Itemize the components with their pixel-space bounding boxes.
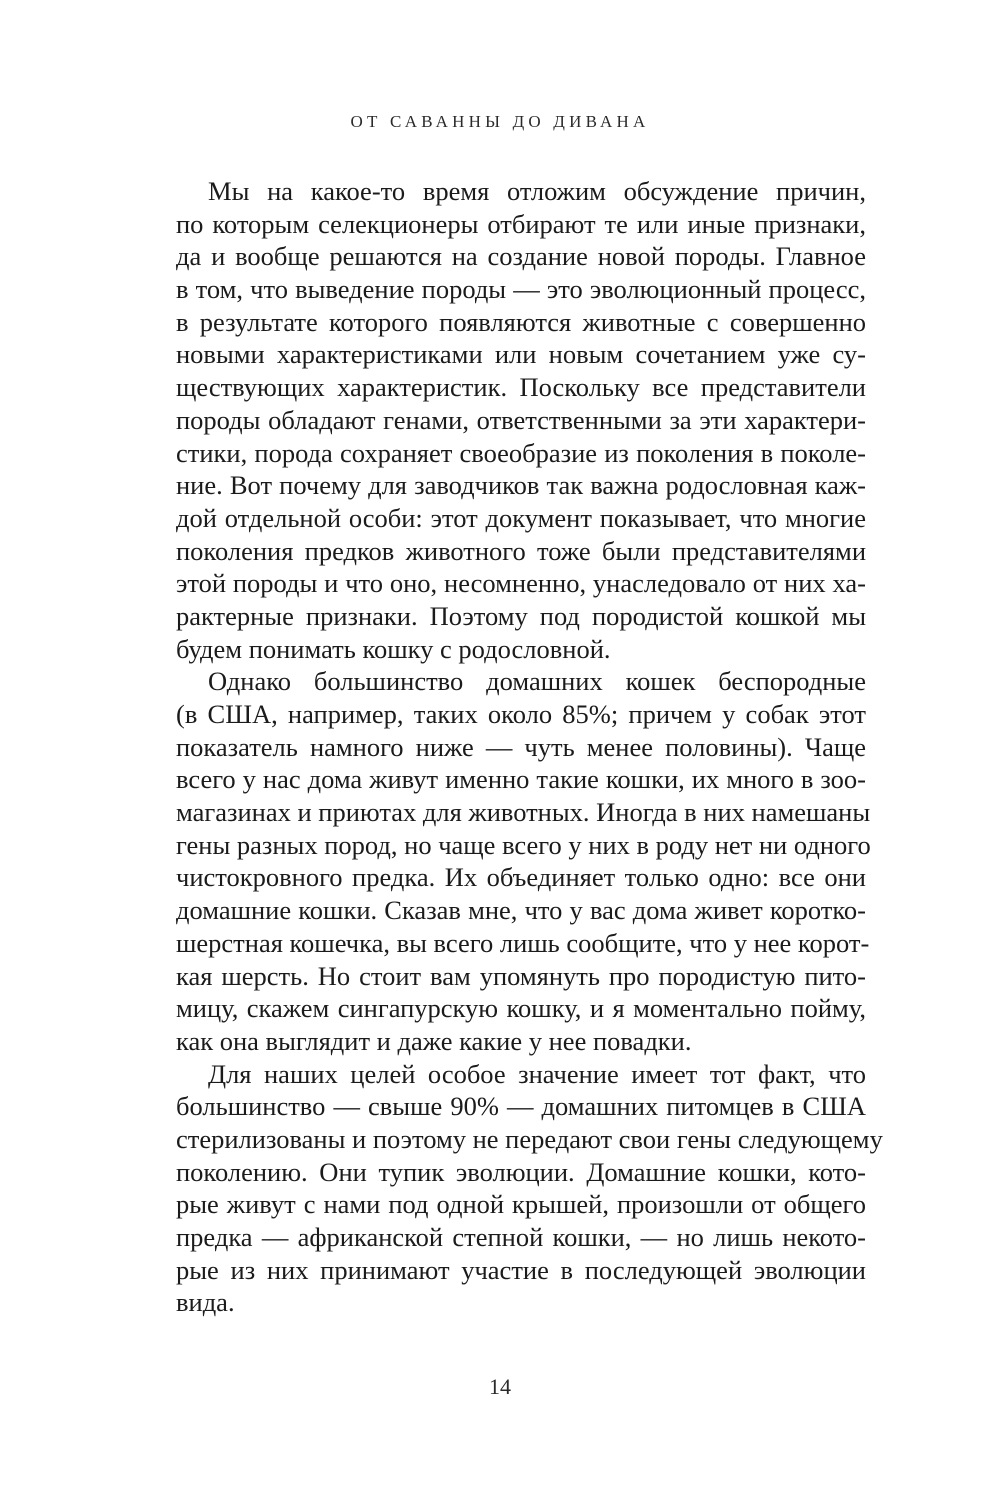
text-line: рые живут с нами под одной крышей, произошли от общего bbox=[176, 1189, 866, 1220]
text-line: Однако большинство домашних кошек беспородные bbox=[208, 666, 866, 697]
paragraph-2 bbox=[176, 665, 871, 1057]
text-line: ние. Вот почему для заводчиков так важна родословная каж- bbox=[176, 470, 866, 501]
text-line: рактерные признаки. Поэтому под породистой кошкой мы bbox=[176, 600, 866, 631]
text-line: этой породы и что оно, несомненно, унаследовало от них ха- bbox=[176, 568, 866, 599]
text-line: показатель намного ниже — чуть менее половины). Чаще bbox=[176, 731, 866, 762]
text-line: как она выглядит и даже какие у нее повадки. bbox=[176, 1025, 692, 1056]
text-line: вида. bbox=[176, 1287, 235, 1318]
text-line: поколению. Они тупик эволюции. Домашние кошки, кото- bbox=[176, 1156, 866, 1187]
text-line: стерилизованы и поэтому не передают свои гены следующему bbox=[176, 1123, 883, 1154]
text-line: поколения предков животного тоже были представителями bbox=[176, 535, 866, 566]
text-line: ществующих характеристик. Поскольку все представители bbox=[176, 372, 866, 403]
body-text bbox=[176, 175, 883, 1319]
text-line: будем понимать кошку с родословной. bbox=[176, 633, 611, 664]
page-number: 14 bbox=[489, 1374, 511, 1399]
text-line: в том, что выведение породы — это эволюционный процесс, bbox=[176, 274, 866, 305]
text-line: (в США, например, таких около 85%; причем у собак этот bbox=[176, 699, 866, 729]
text-line: Для наших целей особое значение имеет тот факт, что bbox=[208, 1058, 866, 1089]
text-line: рые из них принимают участие в последующей эволюции bbox=[176, 1254, 866, 1285]
running-head: ОТ САВАННЫ ДО ДИВАНА bbox=[350, 112, 650, 131]
text-line: новыми характеристиками или новым сочетанием уже су- bbox=[176, 339, 866, 370]
text-line: всего у нас дома живут именно такие кошки, их много в зоо- bbox=[176, 764, 866, 795]
text-line: магазинах и приютах для животных. Иногда в них намешаны bbox=[176, 797, 871, 828]
text-line: домашние кошки. Сказав мне, что у вас дома живет коротко- bbox=[176, 895, 866, 926]
text-line: предка — африканской степной кошки, — но лишь некото- bbox=[176, 1222, 866, 1252]
text-line: стики, порода сохраняет своеобразие из поколения в поколе- bbox=[176, 437, 866, 468]
text-line: породы обладают генами, ответственными за эти характери- bbox=[176, 404, 866, 435]
text-line: мицу, скажем сингапурскую кошку, и я моментально пойму, bbox=[176, 993, 866, 1024]
paragraph-3 bbox=[176, 1058, 883, 1320]
text-line: чистокровного предка. Их объединяет только одно: все они bbox=[176, 862, 866, 893]
text-line: гены разных пород, но чаще всего у них в роду нет ни одного bbox=[176, 829, 871, 860]
text-line: в результате которого появляются животные с совершенно bbox=[176, 306, 866, 337]
paragraph-1 bbox=[176, 175, 866, 665]
text-line: большинство — свыше 90% — домашних питомцев в США bbox=[176, 1091, 866, 1122]
text-line: дой отдельной особи: этот документ показывает, что многие bbox=[176, 502, 866, 533]
text-line: шерстная кошечка, вы всего лишь сообщите, что у нее корот- bbox=[176, 927, 870, 958]
text-line: по которым селекционеры отбирают те или иные признаки, bbox=[176, 208, 866, 239]
text-line: да и вообще решаются на создание новой породы. Главное bbox=[176, 241, 866, 272]
text-line: Мы на какое-то время отложим обсуждение причин, bbox=[208, 176, 866, 206]
text-line: кая шерсть. Но стоит вам упомянуть про породистую пито- bbox=[176, 960, 866, 991]
